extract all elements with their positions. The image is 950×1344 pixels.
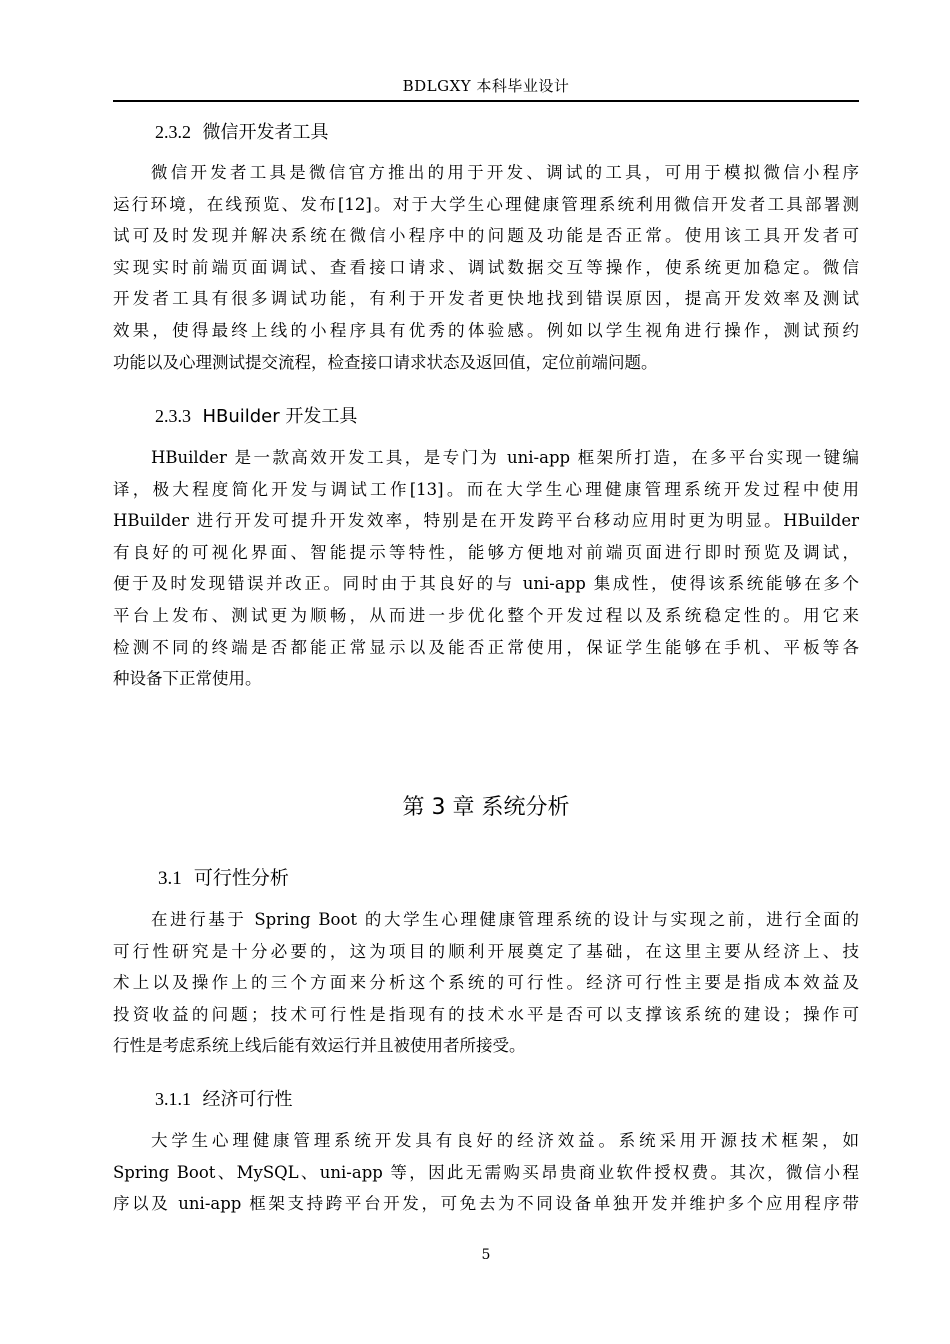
text-line: 微信开发者工具是微信官方推出的用于开发、调试的工具，可用于模拟微信小程序	[151, 163, 859, 182]
text-line: 有良好的可视化界面、智能提示等特性，能够方便地对前端页面进行即时预览及调试，	[113, 542, 859, 562]
text-line: Spring Boot、MySQL、uni-app 等，因此无需购买昂贵商业软件授权费。其次，微信小程	[113, 1162, 859, 1182]
section-heading-2-3-2	[155, 120, 328, 145]
chapter-title: 第 3 章 系统分析	[402, 795, 570, 820]
running-header: BDLGXY 本科毕业设计	[402, 77, 570, 95]
text-line: HBuilder 是一款高效开发工具，是专门为 uni-app 框架所打造，在多平台实现一键编	[151, 448, 859, 467]
text-line: 译，极大程度简化开发与调试工作[13]。而在大学生心理健康管理系统开发过程中使用	[113, 479, 859, 499]
text-line: 平台上发布、测试更为顺畅，从而进一步优化整个开发过程以及系统稳定性的。用它来	[113, 605, 859, 625]
text-line: 试可及时发现并解决系统在微信小程序中的问题及功能是否正常。使用该工具开发者可	[113, 226, 859, 246]
section-heading-2-3-3	[155, 404, 357, 429]
paragraph-feasibility	[113, 904, 859, 1062]
text-line: 术上以及操作上的三个方面来分析这个系统的可行性。经济可行性主要是指成本效益及	[113, 973, 859, 993]
section-number: 2.3.2	[155, 122, 191, 142]
page-number: 5	[481, 1247, 491, 1263]
section-heading-3-1	[158, 865, 289, 892]
text-line: 行性是考虑系统上线后能有效运行并且被使用者所接受。	[113, 1036, 526, 1056]
text-line: 实现实时前端页面调试、查看接口请求、调试数据交互等操作，使系统更加稳定。微信	[113, 257, 859, 277]
text-line: 大学生心理健康管理系统开发具有良好的经济效益。系统采用开源技术框架，如	[151, 1131, 859, 1150]
section-heading-3-1-1	[155, 1087, 292, 1112]
header-rule	[113, 100, 859, 102]
section-title: 经济可行性	[202, 1089, 293, 1110]
text-line: 开发者工具有很多调试功能，有利于开发者更快地找到错误原因，提高开发效率及测试	[113, 289, 859, 309]
text-line: 可行性研究是十分必要的，这为项目的顺利开展奠定了基础，在这里主要从经济上、技	[113, 941, 859, 961]
text-line: 投资收益的问题；技术可行性是指现有的技术水平是否可以支撑该系统的建设；操作可	[113, 1004, 859, 1024]
text-line: HBuilder 进行开发可提升开发效率，特别是在开发跨平台移动应用时更为明显。HBuilder	[113, 511, 859, 531]
text-line: 种设备下正常使用。	[113, 669, 262, 689]
section-title: 可行性分析	[193, 867, 289, 889]
text-line: 便于及时发现错误并改正。同时由于其良好的与 uni-app 集成性，使得该系统能够在多个	[113, 574, 859, 594]
section-number: 3.1	[158, 868, 182, 889]
text-line: 效果，使得最终上线的小程序具有优秀的体验感。例如以学生视角进行操作，测试预约	[113, 320, 859, 340]
paragraph-wechat-devtools	[113, 157, 859, 378]
section-number: 3.1.1	[155, 1089, 191, 1109]
section-title: 微信开发者工具	[202, 122, 329, 143]
paragraph-economic-feasibility	[113, 1125, 859, 1220]
text-line: 序以及 uni-app 框架支持跨平台开发，可免去为不同设备单独开发并维护多个应用程序带	[113, 1194, 859, 1214]
text-line: 运行环境，在线预览、发布[12]。对于大学生心理健康管理系统利用微信开发者工具部署测	[113, 194, 859, 214]
text-line: 在进行基于 Spring Boot 的大学生心理健康管理系统的设计与实现之前，进行全面的	[151, 910, 859, 929]
section-title: HBuilder 开发工具	[202, 406, 358, 427]
section-number: 2.3.3	[155, 406, 191, 426]
text-line: 功能以及心理测试提交流程，检查接口请求状态及返回值，定位前端问题。	[113, 352, 658, 372]
paragraph-hbuilder	[113, 442, 859, 695]
text-line: 检测不同的终端是否都能正常显示以及能否正常使用，保证学生能够在手机、平板等各	[113, 637, 859, 657]
